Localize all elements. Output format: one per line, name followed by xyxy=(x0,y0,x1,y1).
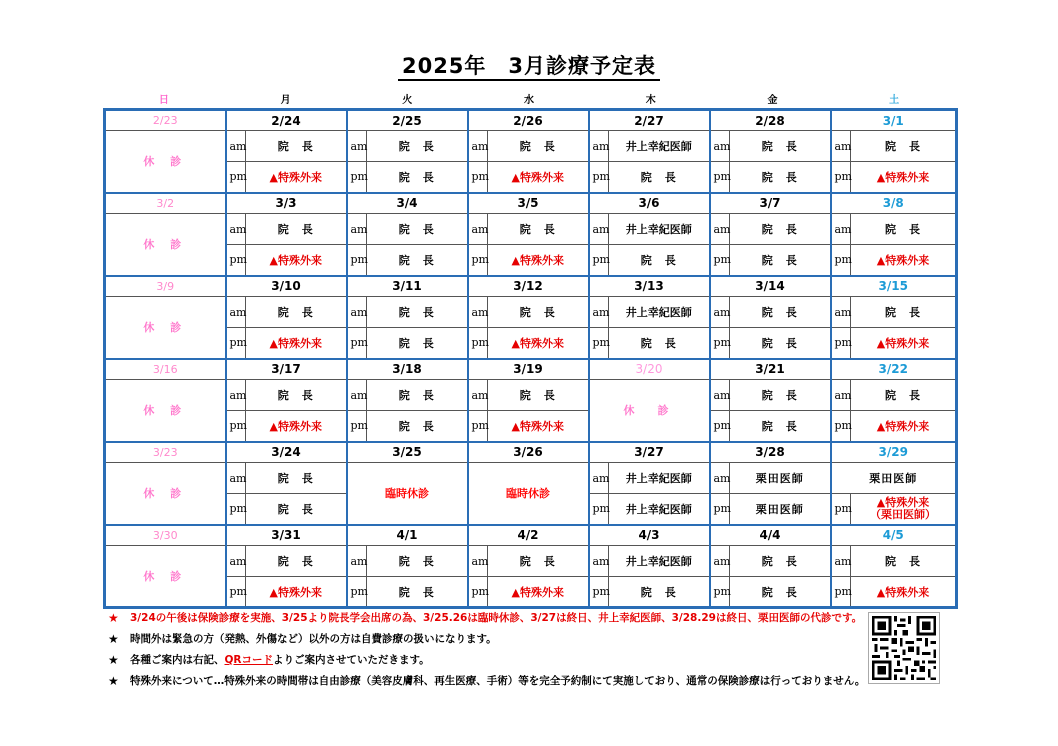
dow-mon: 月 xyxy=(280,95,291,106)
am-label: am xyxy=(589,131,609,162)
schedule-table xyxy=(103,108,958,609)
date-cell: 2/23 xyxy=(105,110,226,131)
pm-label: pm xyxy=(589,494,609,525)
day-of-week-header xyxy=(103,91,955,107)
pm-label: pm xyxy=(589,162,609,193)
doctor-cell: 院 長 xyxy=(488,297,589,328)
pm-label: pm xyxy=(226,411,246,442)
week-6-am xyxy=(105,546,957,577)
pm-label: pm xyxy=(226,162,246,193)
special-clinic-cell: ▲特殊外来 xyxy=(246,162,347,193)
pm-label: pm xyxy=(347,328,367,359)
doctor-cell: 院 長 xyxy=(246,297,347,328)
date-cell: 3/15 xyxy=(831,276,957,297)
week-4-am xyxy=(105,380,957,411)
dow-sat: 土 xyxy=(889,95,900,106)
doctor-cell: 院 長 xyxy=(730,214,831,245)
am-label: am xyxy=(347,380,367,411)
pm-label: pm xyxy=(710,245,730,276)
doctor-cell: 院 長 xyxy=(851,546,957,577)
doctor-cell: 栗田医師 xyxy=(730,463,831,494)
date-cell: 3/22 xyxy=(831,359,957,380)
date-cell: 3/12 xyxy=(468,276,589,297)
date-cell: 2/27 xyxy=(589,110,710,131)
date-cell: 3/8 xyxy=(831,193,957,214)
pm-label: pm xyxy=(347,162,367,193)
dow-sun: 日 xyxy=(158,95,169,106)
doctor-cell: 院 長 xyxy=(730,162,831,193)
note-substitute xyxy=(108,612,868,625)
doctor-cell: 井上幸紀医師 xyxy=(609,546,710,577)
dow-tue: 火 xyxy=(402,95,413,106)
date-cell: 4/2 xyxy=(468,525,589,546)
date-cell: 3/19 xyxy=(468,359,589,380)
temporary-closed: 臨時休診 xyxy=(347,463,468,525)
doctor-cell: 院 長 xyxy=(367,328,468,359)
special-clinic-cell: ▲特殊外来 xyxy=(851,162,957,193)
pm-label: pm xyxy=(468,411,488,442)
week-6-dates xyxy=(105,525,957,546)
date-cell: 3/10 xyxy=(226,276,347,297)
doctor-cell: 院 長 xyxy=(730,411,831,442)
doctor-cell: 院 長 xyxy=(730,546,831,577)
date-cell: 3/28 xyxy=(710,442,831,463)
am-label: am xyxy=(831,380,851,411)
date-cell: 3/17 xyxy=(226,359,347,380)
doctor-cell: 院 長 xyxy=(851,131,957,162)
am-label: am xyxy=(468,131,488,162)
date-cell: 3/14 xyxy=(710,276,831,297)
dow-wed: 水 xyxy=(524,95,535,106)
am-label: am xyxy=(710,297,730,328)
dow-thu: 木 xyxy=(645,95,656,106)
doctor-cell: 院 長 xyxy=(609,328,710,359)
pm-label: pm xyxy=(831,411,851,442)
special-clinic-cell: ▲特殊外来 xyxy=(246,411,347,442)
doctor-cell: 院 長 xyxy=(488,546,589,577)
substitute-doctor: （栗田医師） xyxy=(870,507,936,521)
date-cell: 2/26 xyxy=(468,110,589,131)
doctor-cell: 院 長 xyxy=(488,380,589,411)
doctor-cell: 院 長 xyxy=(609,162,710,193)
qr-code-link[interactable]: QRコード xyxy=(224,654,274,666)
am-label: am xyxy=(589,214,609,245)
date-cell: 3/11 xyxy=(347,276,468,297)
pm-label: pm xyxy=(226,245,246,276)
sunday-closed: 休 診 xyxy=(105,463,226,525)
star-icon: ★ xyxy=(108,653,119,667)
am-label: am xyxy=(226,463,246,494)
special-clinic-cell: ▲特殊外来 xyxy=(246,328,347,359)
week-3-am xyxy=(105,297,957,328)
star-icon: ★ xyxy=(108,674,119,688)
am-label: am xyxy=(831,214,851,245)
date-cell: 3/1 xyxy=(831,110,957,131)
am-label: am xyxy=(710,463,730,494)
am-label: am xyxy=(589,463,609,494)
pm-label: pm xyxy=(468,245,488,276)
am-label: am xyxy=(710,380,730,411)
doctor-cell: 院 長 xyxy=(609,577,710,608)
am-label: am xyxy=(226,297,246,328)
date-cell: 3/16 xyxy=(105,359,226,380)
special-clinic-cell xyxy=(851,494,957,525)
date-cell: 3/29 xyxy=(831,442,957,463)
pm-label: pm xyxy=(589,245,609,276)
am-label: am xyxy=(589,297,609,328)
doctor-cell: 院 長 xyxy=(730,577,831,608)
doctor-cell: 院 長 xyxy=(730,380,831,411)
week-2-dates xyxy=(105,193,957,214)
date-cell: 3/3 xyxy=(226,193,347,214)
doctor-cell: 栗田医師 xyxy=(831,463,957,494)
holiday-closed: 休 診 xyxy=(589,380,710,442)
week-4-dates xyxy=(105,359,957,380)
am-label: am xyxy=(589,546,609,577)
date-cell: 3/4 xyxy=(347,193,468,214)
pm-label: pm xyxy=(710,411,730,442)
doctor-cell: 院 長 xyxy=(246,214,347,245)
note-text: 特殊外来について…特殊外来の時間帯は自由診療（美容皮膚科、再生医療、手術）等を完全予約制にて実施しており、通常の保険診療は行っておりません。 xyxy=(130,675,866,687)
date-cell: 4/1 xyxy=(347,525,468,546)
doctor-cell: 井上幸紀医師 xyxy=(609,494,710,525)
date-cell-holiday: 3/20 xyxy=(589,359,710,380)
am-label: am xyxy=(710,546,730,577)
note-after-hours xyxy=(108,633,868,646)
date-cell: 3/21 xyxy=(710,359,831,380)
date-cell: 3/30 xyxy=(105,525,226,546)
pm-label: pm xyxy=(710,577,730,608)
am-label: am xyxy=(831,546,851,577)
date-cell: 3/24 xyxy=(226,442,347,463)
special-clinic-cell: ▲特殊外来 xyxy=(488,162,589,193)
sunday-closed: 休 診 xyxy=(105,546,226,608)
note-text: 3/24の午後は保険診療を実施、3/25より院長学会出席の為、3/25.26は臨時休診、3/27は終日、井上幸紀医師、3/28.29は終日、栗田医師の代診です。 xyxy=(130,612,863,624)
special-clinic-cell: ▲特殊外来 xyxy=(851,577,957,608)
special-clinic-cell: ▲特殊外来 xyxy=(488,411,589,442)
pm-label: pm xyxy=(226,577,246,608)
doctor-cell: 院 長 xyxy=(851,214,957,245)
doctor-cell: 院 長 xyxy=(246,546,347,577)
special-clinic-cell: ▲特殊外来 xyxy=(488,328,589,359)
doctor-cell: 院 長 xyxy=(730,297,831,328)
am-label: am xyxy=(468,546,488,577)
am-label: am xyxy=(831,297,851,328)
am-label: am xyxy=(468,297,488,328)
note-text: 時間外は緊急の方（発熱、外傷など）以外の方は自費診療の扱いになります。 xyxy=(130,633,497,645)
doctor-cell: 院 長 xyxy=(488,214,589,245)
pm-label: pm xyxy=(589,328,609,359)
doctor-cell: 院 長 xyxy=(367,214,468,245)
week-1-am xyxy=(105,131,957,162)
date-cell: 3/5 xyxy=(468,193,589,214)
sunday-closed: 休 診 xyxy=(105,131,226,193)
doctor-cell: 院 長 xyxy=(367,546,468,577)
dow-fri: 金 xyxy=(767,95,778,106)
date-cell: 3/25 xyxy=(347,442,468,463)
week-1-dates xyxy=(105,110,957,131)
star-icon: ★ xyxy=(108,611,119,625)
doctor-cell: 院 長 xyxy=(367,131,468,162)
star-icon: ★ xyxy=(108,632,119,646)
date-cell: 3/18 xyxy=(347,359,468,380)
qr-code[interactable] xyxy=(868,612,940,684)
note-text-part: 各種ご案内は右記、 xyxy=(130,654,225,666)
date-cell: 2/28 xyxy=(710,110,831,131)
am-label: am xyxy=(347,214,367,245)
special-clinic-cell: ▲特殊外来 xyxy=(851,411,957,442)
pm-label: pm xyxy=(347,577,367,608)
sunday-closed: 休 診 xyxy=(105,380,226,442)
doctor-cell: 院 長 xyxy=(730,245,831,276)
special-clinic-cell: ▲特殊外来 xyxy=(246,577,347,608)
doctor-cell: 院 長 xyxy=(246,463,347,494)
notes-section xyxy=(108,612,868,696)
special-clinic-cell: ▲特殊外来 xyxy=(851,328,957,359)
doctor-cell: 院 長 xyxy=(367,245,468,276)
pm-label: pm xyxy=(468,162,488,193)
week-6-pm xyxy=(105,577,957,608)
pm-label: pm xyxy=(589,577,609,608)
doctor-cell: 井上幸紀医師 xyxy=(609,297,710,328)
doctor-cell: 院 長 xyxy=(367,577,468,608)
date-cell: 3/9 xyxy=(105,276,226,297)
doctor-cell: 院 長 xyxy=(851,380,957,411)
page-title: 2025年 3月診療予定表 xyxy=(0,50,1058,80)
am-label: am xyxy=(347,546,367,577)
doctor-cell: 院 長 xyxy=(246,494,347,525)
date-cell: 2/25 xyxy=(347,110,468,131)
am-label: am xyxy=(831,131,851,162)
date-cell: 3/26 xyxy=(468,442,589,463)
am-label: am xyxy=(468,380,488,411)
note-text xyxy=(130,654,430,667)
date-cell: 2/24 xyxy=(226,110,347,131)
date-cell: 4/4 xyxy=(710,525,831,546)
week-2-am xyxy=(105,214,957,245)
date-cell: 4/5 xyxy=(831,525,957,546)
doctor-cell: 井上幸紀医師 xyxy=(609,131,710,162)
am-label: am xyxy=(347,131,367,162)
week-5-dates xyxy=(105,442,957,463)
am-label: am xyxy=(226,131,246,162)
am-label: am xyxy=(226,546,246,577)
pm-label: pm xyxy=(226,494,246,525)
date-cell: 3/6 xyxy=(589,193,710,214)
special-clinic-cell: ▲特殊外来 xyxy=(851,245,957,276)
pm-label: pm xyxy=(710,494,730,525)
pm-label: pm xyxy=(831,577,851,608)
temporary-closed: 臨時休診 xyxy=(468,463,589,525)
doctor-cell: 院 長 xyxy=(730,131,831,162)
pm-label: pm xyxy=(831,328,851,359)
week-5-am xyxy=(105,463,957,494)
date-cell: 3/23 xyxy=(105,442,226,463)
doctor-cell: 院 長 xyxy=(246,380,347,411)
sunday-closed: 休 診 xyxy=(105,214,226,276)
doctor-cell: 院 長 xyxy=(488,131,589,162)
note-text-part: よりご案内させていただきます。 xyxy=(273,654,430,666)
week-3-pm xyxy=(105,328,957,359)
doctor-cell: 栗田医師 xyxy=(730,494,831,525)
pm-label: pm xyxy=(710,162,730,193)
pm-label: pm xyxy=(468,577,488,608)
date-cell: 4/3 xyxy=(589,525,710,546)
doctor-cell: 院 長 xyxy=(367,162,468,193)
pm-label: pm xyxy=(831,162,851,193)
note-qr-info xyxy=(108,654,868,667)
special-clinic-label: ▲特殊外来 xyxy=(876,495,930,509)
special-clinic-cell: ▲特殊外来 xyxy=(488,245,589,276)
pm-label: pm xyxy=(347,411,367,442)
pm-label: pm xyxy=(831,494,851,525)
pm-label: pm xyxy=(347,245,367,276)
doctor-cell: 院 長 xyxy=(367,380,468,411)
doctor-cell: 井上幸紀医師 xyxy=(609,463,710,494)
doctor-cell: 井上幸紀医師 xyxy=(609,214,710,245)
date-cell: 3/27 xyxy=(589,442,710,463)
am-label: am xyxy=(710,131,730,162)
doctor-cell: 院 長 xyxy=(367,411,468,442)
am-label: am xyxy=(226,214,246,245)
pm-label: pm xyxy=(226,328,246,359)
doctor-cell: 院 長 xyxy=(730,328,831,359)
special-clinic-cell: ▲特殊外来 xyxy=(488,577,589,608)
doctor-cell: 院 長 xyxy=(367,297,468,328)
week-4-pm xyxy=(105,411,957,442)
special-clinic-cell: ▲特殊外来 xyxy=(246,245,347,276)
qr-code-icon xyxy=(869,613,939,683)
week-1-pm xyxy=(105,162,957,193)
week-2-pm xyxy=(105,245,957,276)
doctor-cell: 院 長 xyxy=(609,245,710,276)
note-special-clinic xyxy=(108,675,918,688)
pm-label: pm xyxy=(468,328,488,359)
week-3-dates xyxy=(105,276,957,297)
date-cell: 3/2 xyxy=(105,193,226,214)
sunday-closed: 休 診 xyxy=(105,297,226,359)
pm-label: pm xyxy=(831,245,851,276)
date-cell: 3/31 xyxy=(226,525,347,546)
date-cell: 3/13 xyxy=(589,276,710,297)
am-label: am xyxy=(710,214,730,245)
doctor-cell: 院 長 xyxy=(851,297,957,328)
am-label: am xyxy=(226,380,246,411)
am-label: am xyxy=(347,297,367,328)
date-cell: 3/7 xyxy=(710,193,831,214)
pm-label: pm xyxy=(710,328,730,359)
doctor-cell: 院 長 xyxy=(246,131,347,162)
am-label: am xyxy=(468,214,488,245)
